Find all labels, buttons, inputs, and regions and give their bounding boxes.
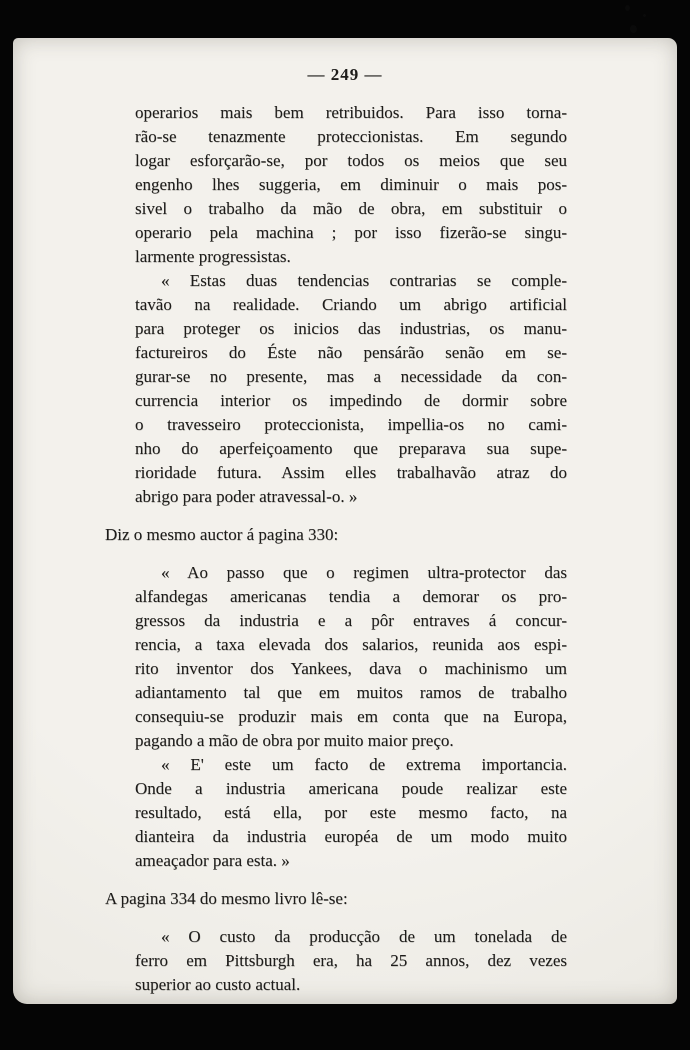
text-line: resultado, está ella, por este mesmo facto, na xyxy=(135,803,567,822)
text-line: logar esforçarão-se, por todos os meios que seu xyxy=(135,151,567,170)
text-line: factureiros do Éste não pensárão senão em se- xyxy=(135,343,567,362)
text-line: pagando a mão de obra por muito maior preço. xyxy=(135,731,454,750)
quote-paragraph xyxy=(135,269,567,509)
text-line: ameaçador para esta. » xyxy=(135,851,290,870)
text-line: sivel o trabalho da mão de obra, em substituir o xyxy=(135,199,567,218)
text-line: nho do aperfeiçoamento que preparava sua supe- xyxy=(135,439,567,458)
text-line: A pagina 334 do mesmo livro lê-se: xyxy=(105,889,348,908)
text-line: gurar-se no presente, mas a necessidade da con- xyxy=(135,367,567,386)
text-line: Diz o mesmo auctor á pagina 330: xyxy=(105,525,339,544)
text-line: larmente progressistas. xyxy=(135,247,291,266)
text-line: engenho lhes suggeria, em diminuir o mais pos- xyxy=(135,175,567,194)
text-line: operarios mais bem retribuidos. Para isso torna- xyxy=(135,103,567,122)
text-line: abrigo para poder atravessal-o. » xyxy=(135,487,358,506)
text-line: ferro em Pittsburgh era, ha 25 annos, dez vezes xyxy=(135,951,567,970)
text-line: rito inventor dos Yankees, dava o machinismo um xyxy=(135,659,567,678)
text-line: alfandegas americanas tendia a demorar os pro- xyxy=(135,587,567,606)
text-line: rencia, a taxa elevada dos salarios, reunida aos espi- xyxy=(135,635,567,654)
text-line: adiantamento tal que em muitos ramos de trabalho xyxy=(135,683,567,702)
quote-paragraph xyxy=(135,101,567,269)
text-line: « E' este um facto de extrema importancia. xyxy=(161,755,567,774)
quote-paragraph xyxy=(135,753,567,873)
body-paragraph xyxy=(105,523,567,547)
scan-speck xyxy=(625,5,630,11)
text-line: dianteira da industria européa de um modo muito xyxy=(135,827,567,846)
page-number: — 249 — xyxy=(307,65,383,84)
scan-speck xyxy=(643,14,646,17)
book-page xyxy=(13,38,677,1004)
scan-speck xyxy=(630,25,637,33)
text-line: « O custo da producção de um tonelada de xyxy=(161,927,567,946)
text-line: tavão na realidade. Criando um abrigo artificial xyxy=(135,295,567,314)
text-line: rioridade futura. Assim elles trabalhavão atraz do xyxy=(135,463,567,482)
text-line: Onde a industria americana poude realizar este xyxy=(135,779,567,798)
text-line: « Ao passo que o regimen ultra-protector das xyxy=(161,563,567,582)
quote-paragraph xyxy=(135,561,567,753)
quote-paragraph xyxy=(135,925,567,997)
text-line: operario pela machina ; por isso fizerão-se singu- xyxy=(135,223,567,242)
text-line: currencia interior os impedindo de dormir sobre xyxy=(135,391,567,410)
text-line: rão-se tenazmente proteccionistas. Em segundo xyxy=(135,127,567,146)
text-block xyxy=(13,101,677,997)
body-paragraph xyxy=(105,887,567,911)
text-line: gressos da industria e a pôr entraves á concur- xyxy=(135,611,567,630)
text-line: « Estas duas tendencias contrarias se comple- xyxy=(161,271,567,290)
text-line: superior ao custo actual. xyxy=(135,975,301,994)
text-line: o travesseiro proteccionista, impellia-os no cami- xyxy=(135,415,567,434)
text-line: consequiu-se produzir mais em conta que na Europa, xyxy=(135,707,567,726)
text-line: para proteger os inicios das industrias, os manu- xyxy=(135,319,567,338)
